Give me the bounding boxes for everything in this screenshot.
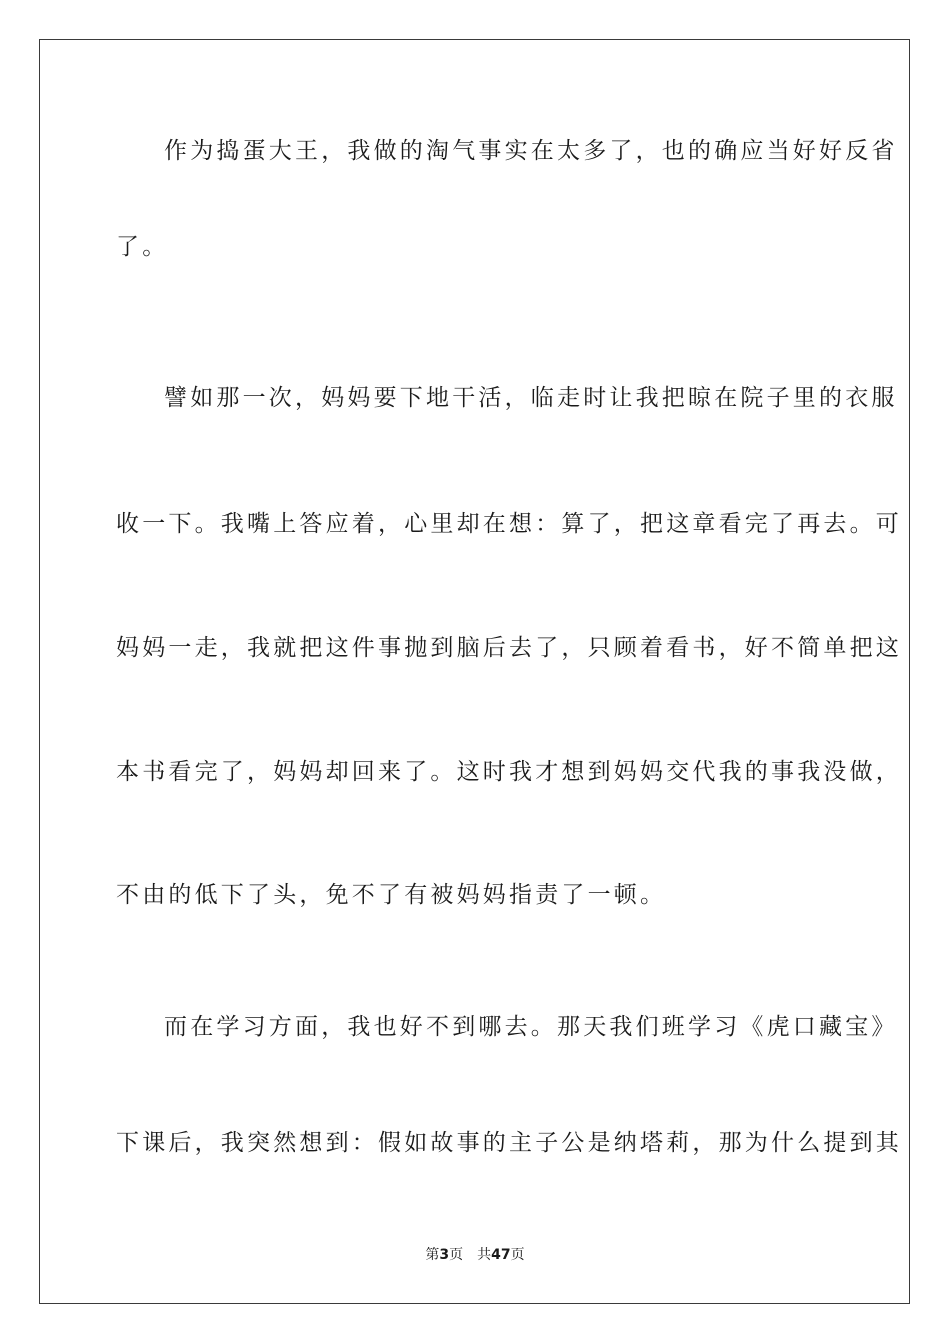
paragraph-1-line-2: 了。 bbox=[116, 234, 169, 260]
paragraph-2-line-3: 妈妈一走，我就把这件事抛到脑后去了，只顾着看书，好不简单把这 bbox=[116, 635, 902, 661]
paragraph-2-line-5: 不由的低下了头，免不了有被妈妈指责了一顿。 bbox=[116, 882, 667, 908]
paragraph-2-line-2: 收一下。我嘴上答应着，心里却在想：算了，把这章看完了再去。可 bbox=[116, 511, 902, 537]
paragraph-2-line-1: 譬如那一次，妈妈要下地干活，临走时让我把晾在院子里的衣服 bbox=[164, 385, 898, 411]
total-suffix: 页 bbox=[510, 1247, 525, 1263]
page-footer bbox=[0, 1246, 950, 1264]
paragraph-3-line-2: 下课后，我突然想到：假如故事的主子公是纳塔莉，那为什么提到其 bbox=[116, 1130, 902, 1156]
page-number: 3 bbox=[439, 1247, 450, 1263]
page-prefix: 第 bbox=[425, 1247, 440, 1263]
paragraph-2-line-4: 本书看完了，妈妈却回来了。这时我才想到妈妈交代我的事我没做， bbox=[116, 759, 902, 785]
total-prefix: 共 bbox=[477, 1247, 492, 1263]
paragraph-3-line-1: 而在学习方面，我也好不到哪去。那天我们班学习《虎口藏宝》 bbox=[164, 1014, 898, 1040]
total-pages: 47 bbox=[491, 1247, 511, 1263]
page-border bbox=[39, 39, 910, 1304]
paragraph-1-line-1: 作为捣蛋大王，我做的淘气事实在太多了，也的确应当好好反省 bbox=[164, 138, 898, 164]
page-suffix: 页 bbox=[449, 1247, 464, 1263]
